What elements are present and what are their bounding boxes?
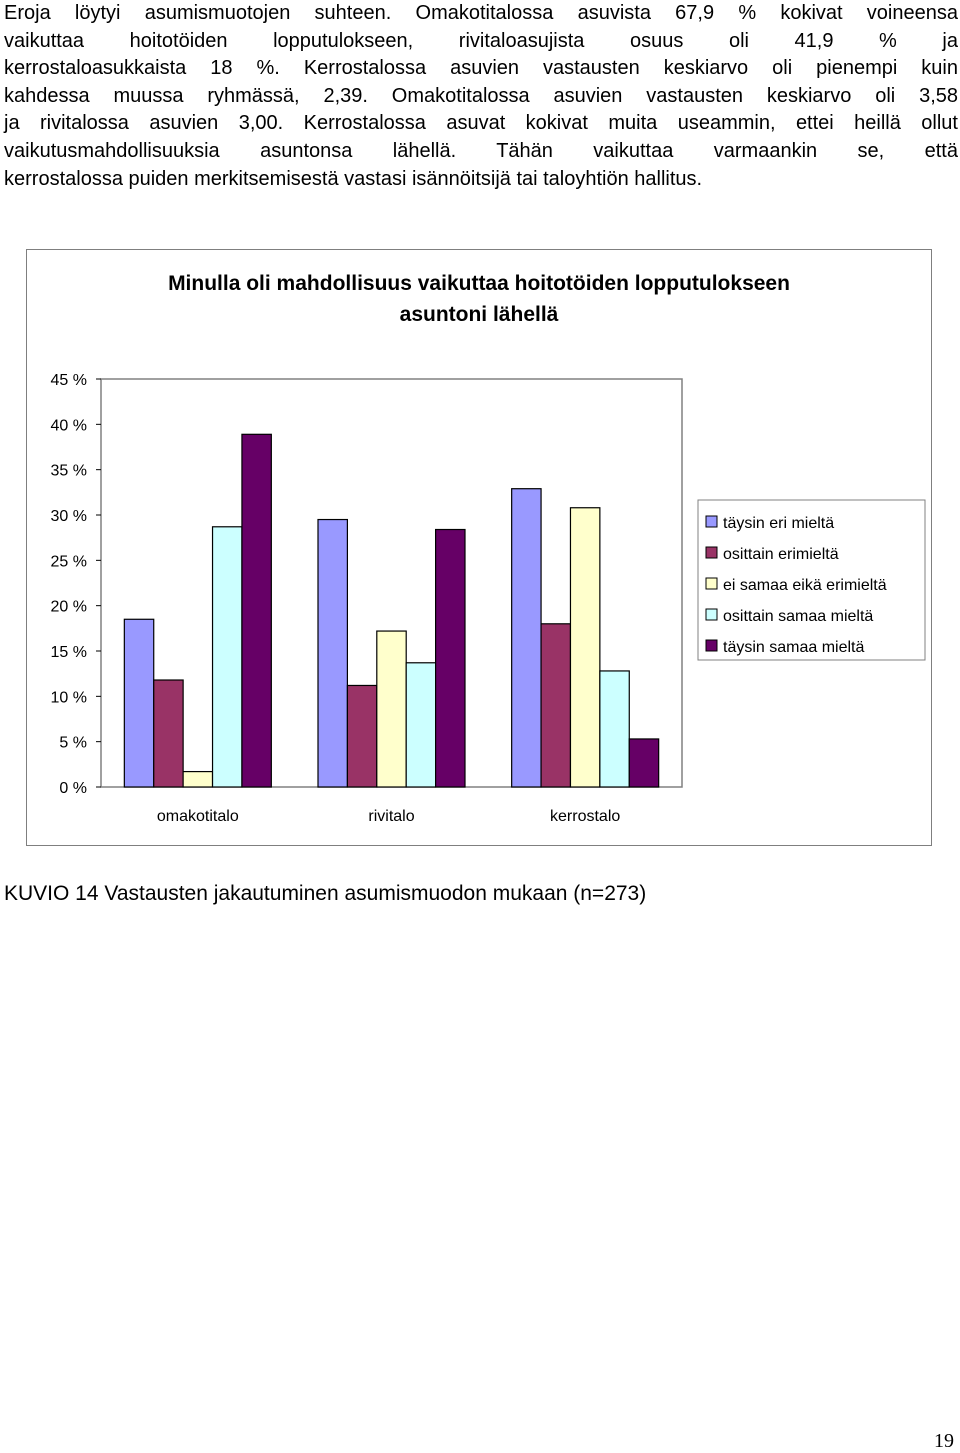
y-tick-label: 40 %	[50, 417, 87, 435]
bar-0-3	[213, 527, 242, 787]
bar-2-0	[512, 489, 541, 787]
x-category-label: kerrostalo	[550, 808, 621, 825]
bar-0-0	[124, 619, 153, 787]
paragraph-line-2: vaikuttaa hoitotöiden lopputulokseen, rivitaloasujista osuus oli 41,9 % ja	[4, 29, 958, 52]
bar-2-3	[600, 671, 629, 787]
y-tick-label: 10 %	[50, 689, 87, 707]
y-tick-label: 20 %	[50, 598, 87, 616]
figure-caption: KUVIO 14 Vastausten jakautuminen asumismuodon mukaan (n=273)	[4, 882, 647, 905]
legend-swatch-2	[706, 578, 717, 589]
bar-0-1	[154, 680, 183, 787]
page-number: 19	[934, 1430, 954, 1452]
legend-label-0: täysin eri mieltä	[723, 515, 835, 532]
bar-2-1	[541, 624, 570, 787]
bar-2-2	[570, 508, 599, 787]
bar-1-3	[406, 663, 435, 787]
legend-swatch-0	[706, 516, 717, 527]
paragraph-line-7: kerrostalossa puiden merkitsemisestä vastasi isännöitsijä tai taloyhtiön hallitus.	[4, 167, 703, 190]
y-tick-label: 45 %	[50, 372, 87, 389]
bar-1-4	[436, 530, 465, 787]
paragraph-line-3: kerrostaloasukkaista 18 %. Kerrostalossa asuvien vastausten keskiarvo oli pienempi kuin	[4, 57, 958, 80]
paragraph-line-6: vaikutusmahdollisuuksia asuntonsa lähellä. Tähän vaikuttaa varmaankin se, että	[4, 139, 958, 162]
chart-frame	[26, 249, 932, 846]
bar-1-0	[318, 520, 347, 787]
bar-1-2	[377, 631, 406, 787]
y-tick-label: 0 %	[59, 780, 87, 797]
x-category-label: omakotitalo	[156, 808, 239, 825]
paragraph-line-1: Eroja löytyi asumismuotojen suhteen. Omakotitalossa asuvista 67,9 % kokivat voineensa	[4, 2, 958, 24]
paragraph-line-4: kahdessa muussa ryhmässä, 2,39. Omakotitalossa asuvien vastausten keskiarvo oli 3,58	[4, 84, 958, 107]
bar-chart	[27, 250, 931, 845]
chart-title-line-2: asuntoni lähellä	[399, 303, 559, 326]
bar-0-4	[242, 434, 271, 787]
y-tick-label: 30 %	[50, 508, 87, 525]
legend-swatch-4	[706, 640, 717, 651]
chart-title-line-1: Minulla oli mahdollisuus vaikuttaa hoitotöiden lopputulokseen	[168, 272, 790, 295]
y-tick-label: 5 %	[59, 734, 87, 752]
legend-swatch-3	[706, 609, 717, 620]
legend-label-3: osittain samaa mieltä	[723, 608, 874, 625]
x-category-label: rivitalo	[368, 808, 415, 825]
y-tick-label: 35 %	[50, 462, 87, 480]
y-tick-label: 25 %	[50, 553, 87, 571]
bar-2-4	[629, 739, 658, 787]
bar-0-2	[183, 772, 212, 787]
bar-1-1	[347, 685, 376, 787]
legend-label-4: täysin samaa mieltä	[723, 639, 865, 656]
legend-label-1: osittain erimieltä	[723, 546, 839, 563]
legend-swatch-1	[706, 547, 717, 558]
paragraph-line-5: ja rivitalossa asuvien 3,00. Kerrostalossa asuvat kokivat muita useammin, ettei heillä ollut	[4, 112, 958, 135]
y-tick-label: 15 %	[50, 644, 87, 661]
legend-label-2: ei samaa eikä erimieltä	[723, 577, 887, 594]
body-paragraph	[4, 0, 958, 193]
